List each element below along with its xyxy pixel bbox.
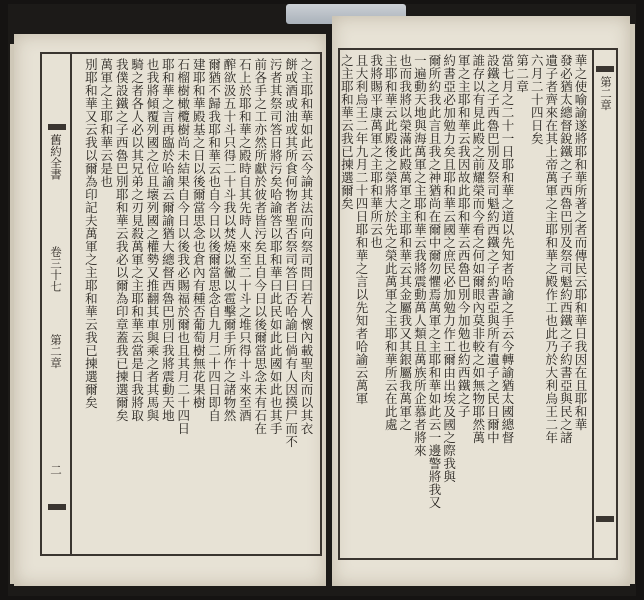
text-column: 一遍動天地與海萬軍之主耶和華云我將震動萬人類且萬族所企慕者將來 (412, 54, 428, 457)
right-fish-tail-bottom (596, 516, 614, 522)
text-column: 約書亞必加勉力矣且耶和華云國之庶民必加勉力作工爾由出埃及國之際我與 (442, 54, 457, 483)
text-column: 爾所約我此言且我之神猶尚在爾中爾勿懼焉萬軍之主耶和華如此云一邊警將我又 (427, 54, 442, 509)
text-column: 建耶和華殿基之日以後爾當思念也倉內有種否葡萄樹無花果樹 (191, 58, 207, 409)
right-banxin-chapter: 第二章 (599, 76, 613, 111)
left-banxin-rule (70, 52, 72, 556)
left-banxin-volume: 卷三十七 (49, 246, 63, 292)
text-column: 別耶和華又云我以爾為印記夫萬軍之主耶和華云我已揀選爾矣 (83, 58, 99, 409)
text-column: 耶和華之言再臨於哈諭云爾諭猶大總督西魯巴別曰我將震動天地 (160, 58, 176, 422)
text-column: 發必猶太總督銳鐵之子西魯巴別及祭司魁約西鐵之子約書亞與民之諸 (558, 54, 574, 444)
left-fish-tail-top (48, 124, 66, 130)
text-column: 爾猶不歸我耶和華云也自今日以後爾當思念自九月二十四日即自 (206, 58, 222, 422)
text-column: 遺子者齊來在其上帝萬軍之主耶和華之殿作工也此乃於大利烏王二年 (544, 54, 559, 444)
left-fish-tail-bottom (48, 504, 66, 510)
text-column: 前各手之工亦然所獻於彼者皆污矣且自今日以後爾當思念未有石在 (252, 58, 268, 435)
text-column: 之主耶和華如此云今論其法而向祭司問曰若人懷內載聖肉而以其衣 (298, 58, 314, 435)
text-column: 第二章 (515, 54, 530, 93)
text-column: 之主耶和華云我已揀選爾矣 (339, 54, 355, 210)
text-column: 我僕設鐵之子西魯巴別耶和華云我必以爾為印章蓋我已揀選爾矣 (114, 58, 130, 422)
text-column: 騎之者各人必以其兄弟之刃見殺萬軍之主耶和華云當是日我將取 (129, 58, 145, 422)
left-banxin-title: 舊約全書 (49, 134, 63, 180)
text-column: 當七月之二十一日耶和華之道以先知者哈諭之手云今轉諭猶太國總督 (500, 54, 515, 444)
left-banxin-folio: 二 (49, 464, 63, 476)
left-page (14, 34, 326, 586)
text-column: 也我將傾覆列國之位且壞列國之權勢又推翻其車與乘之者其馬與 (144, 58, 160, 422)
text-column: 餅或酒或油或其所食何物者聖否祭司答曰否哈諭曰倘有人因摸尸而不 (283, 58, 299, 448)
text-column: 石榴樹橄欖樹尚未結果自今日以後我必賜福於爾也且其月二十四日 (175, 58, 191, 435)
text-column: 萬軍之主耶和華云是也 (98, 58, 114, 188)
text-column: 也而我將以榮滿此殿萬軍之主耶和華云其金屬我又其銀屬我萬軍之 (398, 54, 413, 431)
right-banxin-rule (592, 48, 594, 558)
text-column: 且大利烏王二年九月二十四日耶和華之言以先知者哈諭云萬軍 (354, 54, 369, 405)
right-page (332, 16, 630, 586)
text-column: 華之使喻諭遂將耶和華所著之者而傳民云耶和華日我因在且耶和華 (573, 54, 588, 431)
text-column: 污者其祭司答日將污矣哈諭答以耶和華曰此民如此此國如此也其手 (268, 58, 284, 435)
open-book (8, 4, 636, 596)
text-column: 主耶和華云此殿後之榮將大於先之榮此萬軍之主耶和華所云在此處 (383, 54, 399, 431)
text-column: 誰存以有見此殿之前耀榮而今看之何如爾眼內莫非較之如無物耶然萬 (471, 54, 486, 444)
text-column: 六月二十四日矣 (529, 54, 545, 145)
text-column: 醡欲汲五十斗只得二十斗我以焚燒以黴以雹擊爾手所作之諸物然 (221, 58, 237, 422)
text-column: 石上於耶和華之殿時自其先時人來至二十斗之堆只得十斗來至酒 (237, 58, 253, 422)
text-column: 設鐵之子西魯巴別及祭司魁約西鐵之子約書亞與所有遺子之民日爾中 (485, 54, 501, 444)
right-fish-tail-top (596, 66, 614, 72)
left-banxin-chapter: 第二章 (49, 334, 63, 369)
text-column: 我將賜平康萬軍之主耶和華所云也 (369, 54, 384, 249)
text-column: 軍之主耶和華云我因故此耶和華云西魯巴別今加勉也約西鐵之子 (456, 54, 472, 418)
